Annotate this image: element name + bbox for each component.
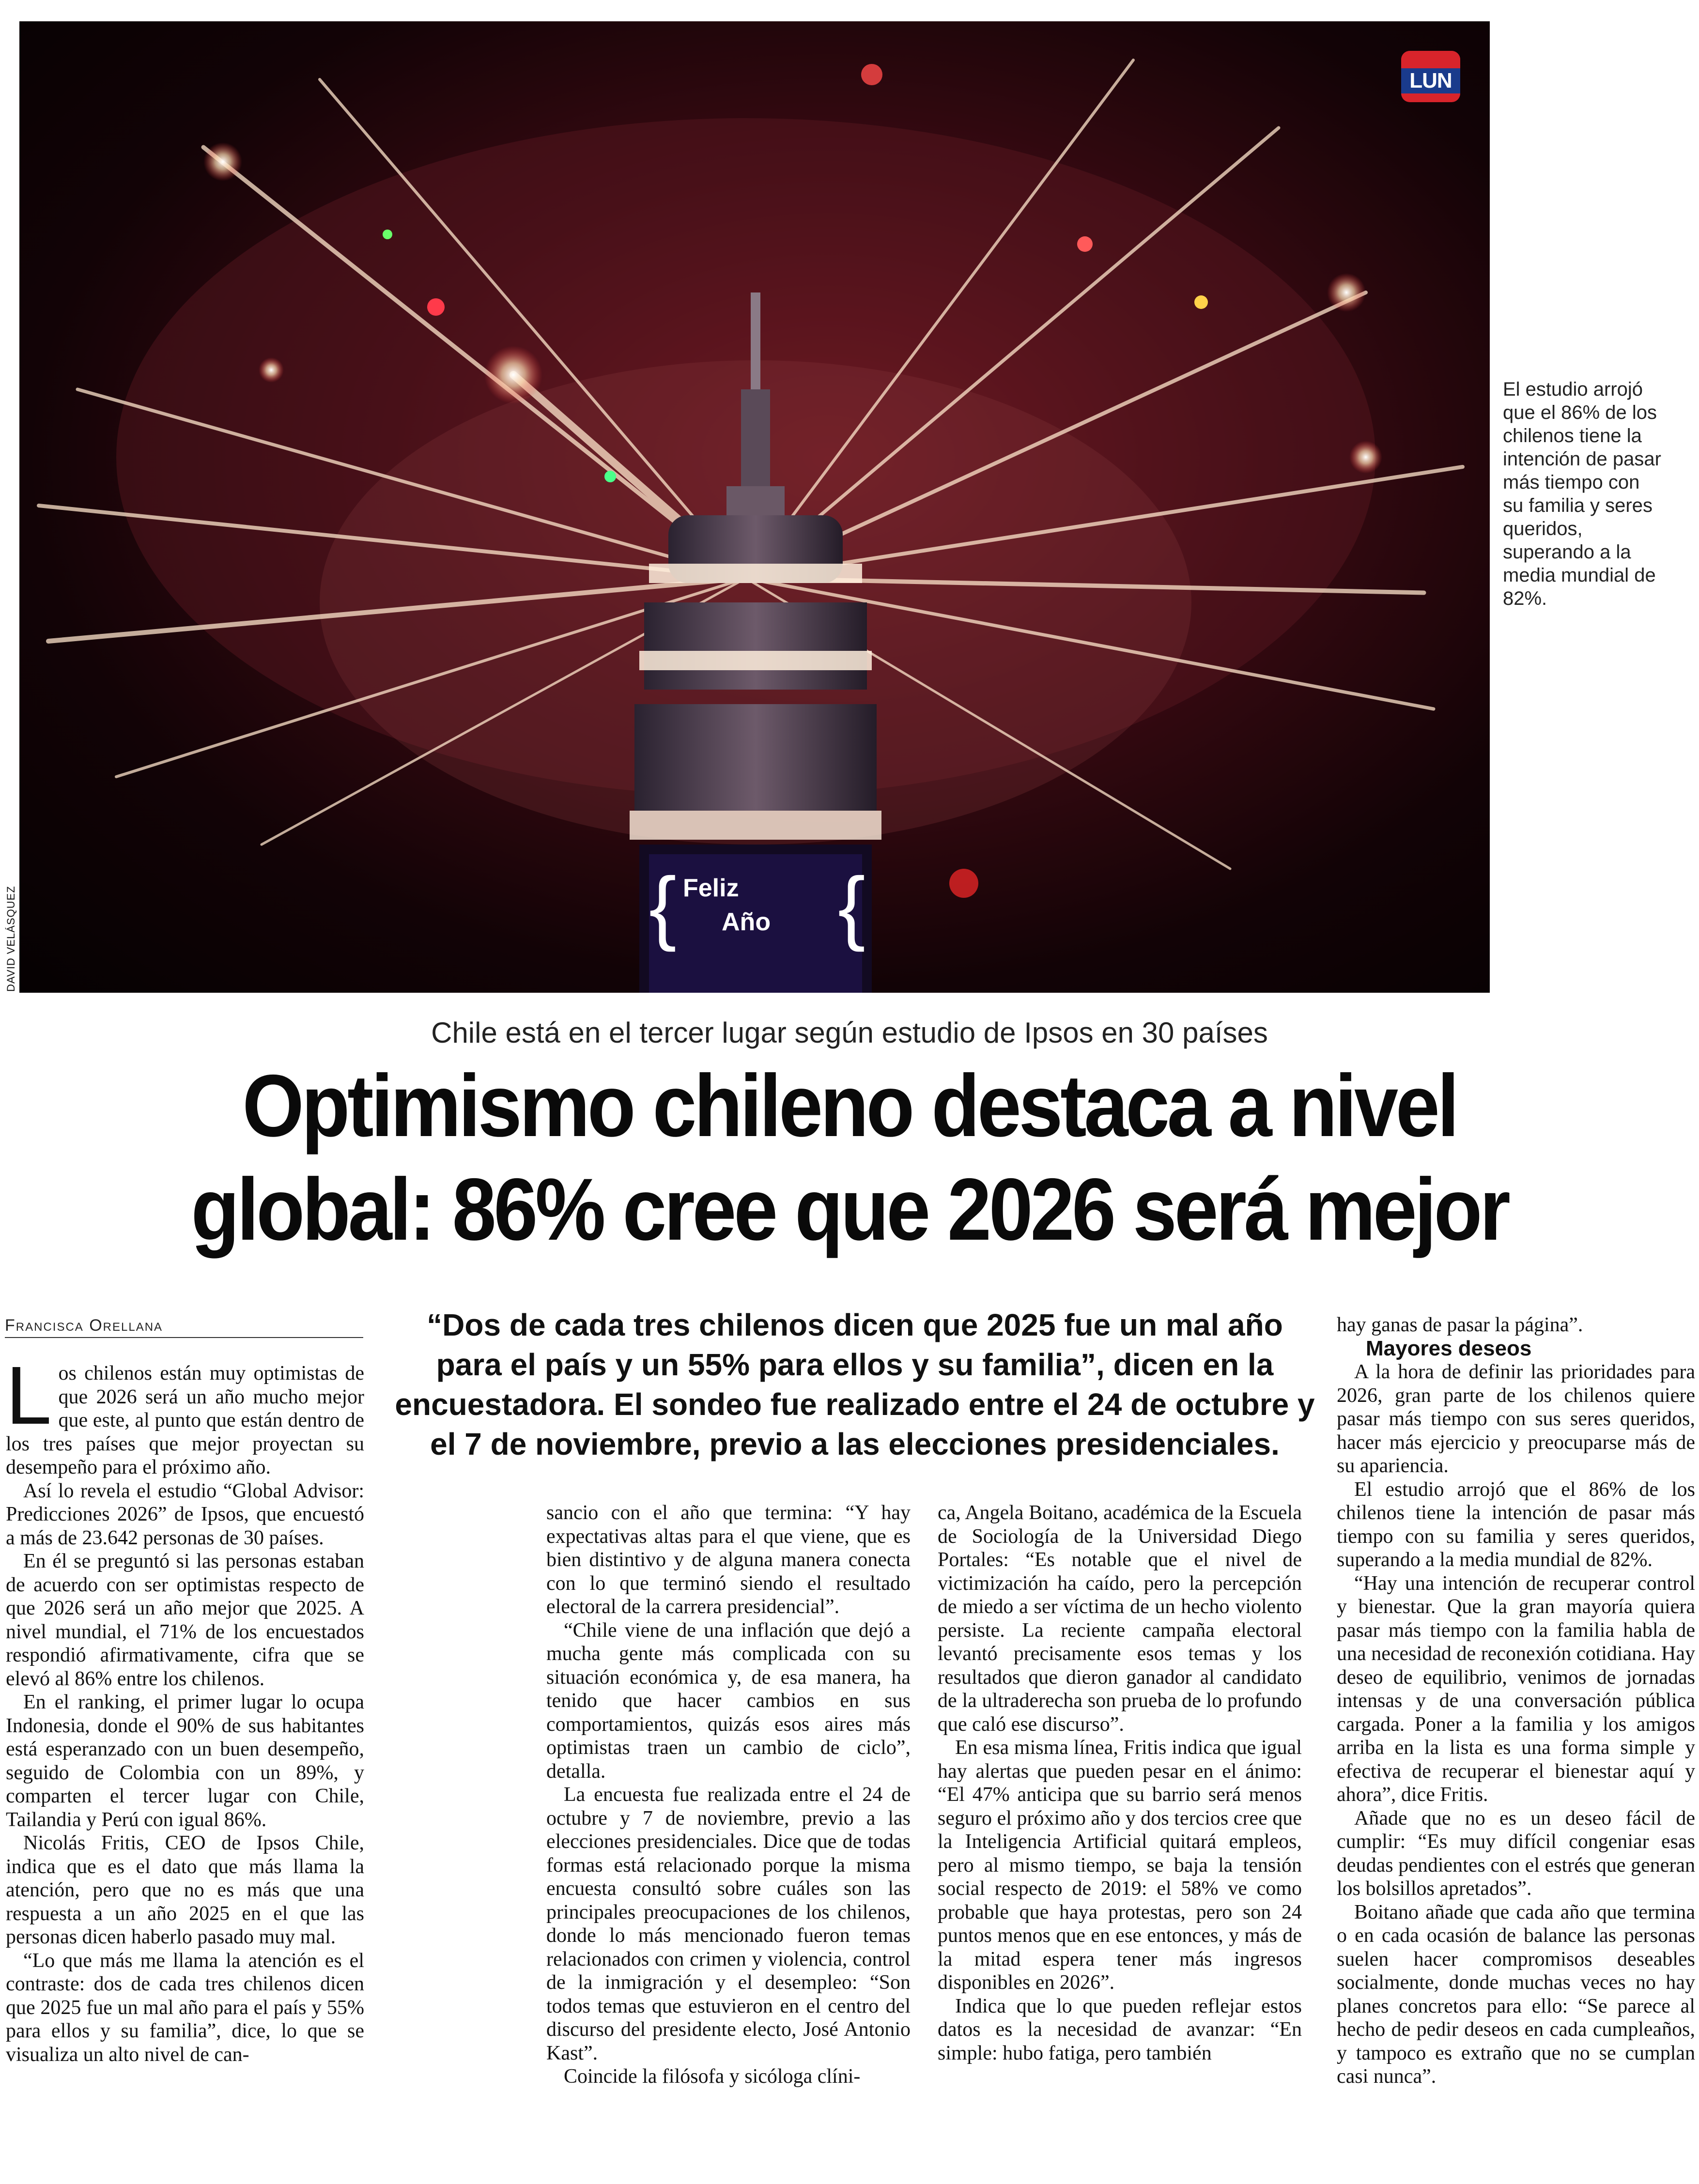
paragraph: La encuesta fue realizada entre el 24 de octubre y 7 de noviembre, previo a las elecciones presidenciales. Dice que de todas formas está relacionado porque la misma encuesta consultó sobre cuáles son las principales preocupaciones de los chilenos, donde lo más mencionado fueron temas relacionados con crimen y violencia, control de la inmigración y el desempleo: “Son todos temas que estuvieron en el centro del discurso del presidente electo, José Antonio Kast”. [546, 1784, 911, 2064]
article-column-4 [1337, 1313, 1695, 2089]
paragraph: “Lo que más me llama la atención es el contraste: dos de cada tres chilenos dicen que 2025 fue un mal año para el país y 55% para ellos y su familia”, dice, lo que se visualiza un alto nivel de can- [6, 1949, 364, 2066]
tower-screen [649, 854, 865, 993]
paragraph: Boitano añade que cada año que termina o en cada ocasión de balance las personas suelen hacer compromisos deseables socialmente, donde muchas veces no hay planes concretos para ello: “Se parece al hecho de pedir deseos en cada cumpleaños, y tampoco es extraño que no se cumplan casi nunca”. [1337, 1901, 1695, 2088]
tower-text-line1: Feliz [683, 874, 739, 902]
drop-cap: L [6, 1350, 52, 1442]
fireworks-illustration [19, 21, 1490, 993]
headline-line1: Optimismo chileno destaca a nivel [242, 1056, 1457, 1155]
paragraph: Añade que no es un deseo fácil de cumplir: “Es muy difícil congeniar esas deudas pendientes con el estrés que generan los bolsillos apretados”. [1337, 1807, 1695, 1900]
paragraph [6, 1350, 364, 1479]
paragraph: En el ranking, el primer lugar lo ocupa Indonesia, donde el 90% de sus habitantes está esperanzado con un buen desempeño, seguido de Colombia con un 89%, y comparten el tercer lugar con Chile, Tailandia y Perú con igual 86%. [6, 1691, 364, 1831]
paragraph: Así lo revela el estudio “Global Advisor: Predicciones 2026” de Ipsos, que encuestó a más de 23.642 personas de 30 países. [6, 1479, 364, 1549]
article-column-1 [6, 1350, 364, 2066]
paragraph: hay ganas de pasar la página”. [1337, 1314, 1583, 1336]
paragraph: En él se preguntó si las personas estaban de acuerdo con ser optimistas respecto de que 2026 será un año mejor que 2025. A nivel mundial, el 71% de los encuestados respondió afirmativamente, cifra que se elevó al 86% entre los chilenos. [6, 1550, 364, 1690]
article-column-3 [938, 1501, 1302, 2065]
headline-line2: global: 86% cree que 2026 será mejor [191, 1160, 1508, 1259]
headline [111, 1054, 1588, 1261]
tower-text-line2: Año [722, 908, 771, 936]
paragraph: ca, Angela Boitano, académica de la Escuela de Sociología de la Universidad Diego Portales: “Es notable que el nivel de victimización ha caído, pero la percepción de miedo a ser víctima de un hecho violento persiste. La reciente campaña electoral levantó precisamente esos temas y los resultados que dieron ganador al candidato de la ultraderecha son prueba de lo profundo que caló ese discurso”. [938, 1502, 1302, 1736]
photo-credit [1, 872, 20, 993]
paragraph: Indica que lo que pueden reflejar estos datos es la necesidad de avanzar: “En simple: hubo fatiga, pero también [938, 1995, 1302, 2064]
paragraph-text: os chilenos están muy optimistas de que 2026 será un año mucho mejor que este, al punto que están dentro de los tres países que mejor proyectan su desempeño para el próximo año. [6, 1362, 364, 1478]
paragraph: El estudio arrojó que el 86% de los chilenos tiene la intención de pasar más tiempo con su familia y seres queridos, superando a la media mundial de 82%. [1337, 1478, 1695, 1571]
tower-brace-right: { [838, 861, 865, 953]
paragraph: En esa misma línea, Fritis indica que igual hay alertas que pueden pesar en el ánimo: “El 47% anticipa que su barrio será menos seguro el próximo año y dos tercios cree que la Inteligencia Artificial quitará empleos, pero al mismo tiempo, se baja la tensión social respecto de 2019: el 58% ve como probable que haya protestas, pero son 24 puntos menos que en ese entonces, y más de la mitad espera tener más ingresos disponibles en 2026”. [938, 1737, 1302, 1994]
paragraph: Nicolás Fritis, CEO de Ipsos Chile, indica que es el dato que más llama la atención, pero que no es más que una respuesta a un año 2025 en el que las personas dicen haberlo pasado muy mal. [6, 1832, 364, 1948]
fireworks-photo [19, 21, 1490, 993]
lede: “Dos de cada tres chilenos dicen que 2025 fue un mal año para el país y un 55% para ellos y su familia”, dicen en la encuestadora. El sondeo fue realizado entre el 24 de octubre y el 7 de noviembre, previo a las elecciones presidenciales. [395, 1307, 1315, 1461]
article-column-2 [546, 1501, 911, 2089]
kicker: Chile está en el tercer lugar según estudio de Ipsos en 30 países [431, 1016, 1268, 1049]
paragraph: “Chile viene de una inflación que dejó a mucha gente más complicada con su situación económica y, de esa manera, ha tenido que hacer cambios en sus comportamientos, quizás esos aires más optimistas traen un cambio de ciclo”, detalla. [546, 1619, 911, 1783]
paragraph: A la hora de definir las prioridades para 2026, gran parte de los chilenos quiere pasar más tiempo con sus seres queridos, hacer más ejercicio y preocuparse más de su apariencia. [1337, 1361, 1695, 1477]
paragraph: Coincide la filósofa y sicóloga clíni- [564, 2065, 861, 2088]
tower-brace-left: { [649, 861, 677, 953]
lun-logo-text: LUN [1401, 68, 1460, 93]
lun-logo [1401, 51, 1460, 102]
photo-credit-text: DAVID VELÁSQUEZ [5, 886, 17, 992]
paragraph: “Hay una intención de recuperar control y bienestar. Que la gran mayoría quiera pasar más tiempo con la familia habla de una necesidad de reconexión cotidiana. Hay deseo de equilibrio, venimos de jornadas intensas y de una conversación pública cargada. Poner a la familia y los amigos arriba en la lista es una forma simple y efectiva de recuperar el bienestar aquí y ahora”, dice Fritis. [1337, 1572, 1695, 1806]
photo-caption: El estudio arrojó que el 86% de los chilenos tiene la intención de pasar más tiempo con su familia y seres queridos, superando a la media mundial de 82%. [1503, 379, 1661, 609]
paragraph: sancio con el año que termina: “Y hay expectativas altas para el que viene, que es bien distintivo y de alguna manera conecta con lo que terminó siendo el resultado electoral de la carrera presidencial”. [546, 1502, 911, 1618]
subhead: Mayores deseos [1366, 1336, 1532, 1360]
byline: Francisca Orellana [5, 1316, 363, 1338]
